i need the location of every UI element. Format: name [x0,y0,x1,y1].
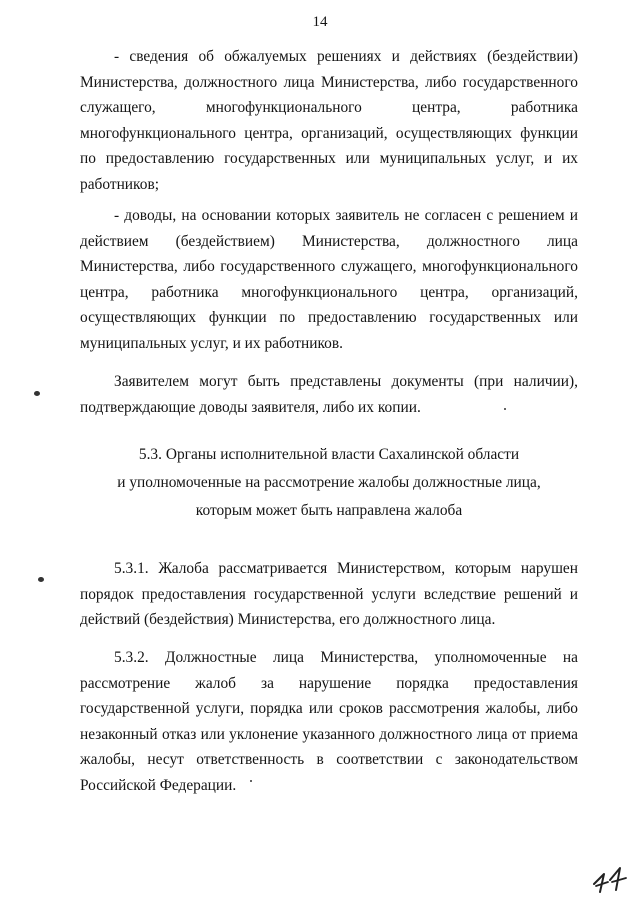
scan-speck [34,391,40,396]
section-heading-line-3: которым может быть направлена жалоба [195,502,463,519]
paragraph-supporting-documents: Заявителем могут быть представлены документы (при наличии), подтверждающие доводы заявителя, либо их копии. [80,373,578,416]
clause-5-3-1: 5.3.1. Жалоба рассматривается Министерством, которым нарушен порядок предоставления государственной услуги вследствие решений и действий (бездействия) Министерства, его должностного лица. [80,560,578,628]
paragraph-appeal-details: - сведения об обжалуемых решениях и действиях (бездействии) Министерства, должностного лица Министерства, либо государственного служащего, многофункционального центра, работника многофункционального центра, организаций, осуществляющих функции по предоставлению государственных или муниципальных услуг, и их работников; [80,48,578,193]
page-number: 14 [312,14,328,30]
scan-speck [38,577,44,582]
scan-speck [504,408,506,410]
paragraph-applicant-arguments: - доводы, на основании которых заявитель не согласен с решением и действием (бездействием) Министерства, должностного лица Министерства, либо государственного служащего, многофункционального центра, работника многофункционального центра, организаций, осуществляющих функции по предоставлению государственных или муниципальных услуг, и их работников. [80,207,578,352]
section-heading-line-1: 5.3. Органы исполнительной власти Сахалинской области [138,446,520,463]
handwritten-page-number-mark [590,862,634,898]
clause-5-3-2: 5.3.2. Должностные лица Министерства, уполномоченные на рассмотрение жалоб за нарушение порядка предоставления государственной услуги, порядка или сроков рассмотрения жалобы, либо незаконный отказ или уклонение указанного должностного лица от приема жалобы, несут ответственность в соответствии с законодательством Российской Федерации. [80,649,578,794]
section-heading-line-2: и уполномоченные на рассмотрение жалобы должностные лица, [117,474,541,491]
scan-speck [250,780,252,782]
section-heading [80,441,578,525]
